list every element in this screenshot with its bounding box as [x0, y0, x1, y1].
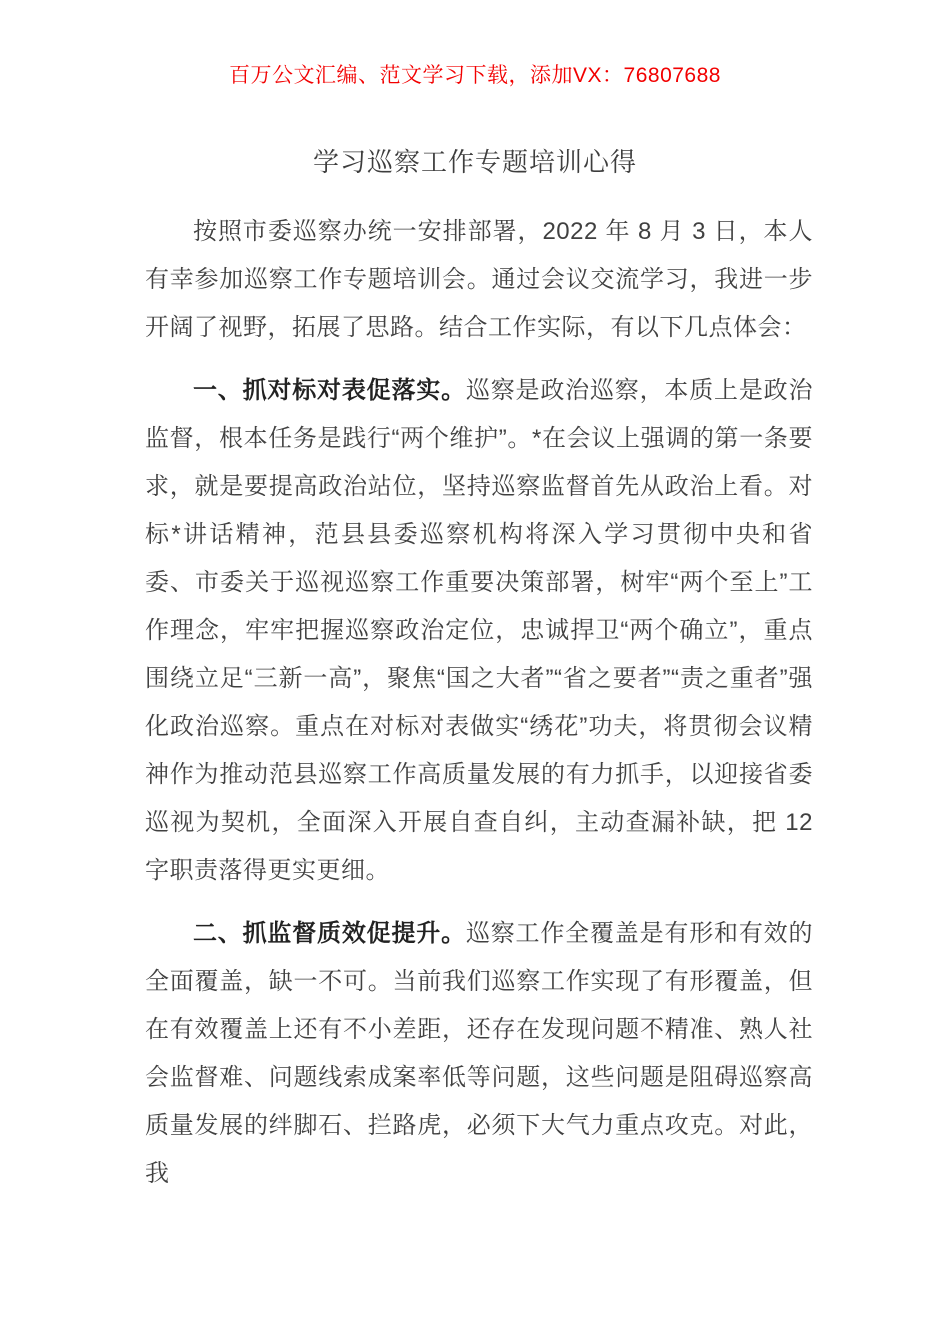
paragraph-text: 按照市委巡察办统一安排部署，2022 年 8 月 3 日，本人有幸参加巡察工作专题培训会。通过会议交流学习，我进一步开阔了视野，拓展了思路。结合工作实际，有以下几点体会： — [145, 218, 813, 341]
paragraph-text: 巡察是政治巡察，本质上是政治监督，根本任务是践行“两个维护”。*在会议上强调的第一条要求，就是要提高政治站位，坚持巡察监督首先从政治上看。对标*讲话精神，范县县委巡察机构将深入学习贯彻中央和省委、市委关于巡视巡察工作重要决策部署，树牢“两个至上”工作理念，牢牢把握巡察政治定位，忠诚捍卫“两个确立”，重点围绕立足“三新一高”，聚焦“国之大者”“省之要者”“责之重者”强化政治巡察。重点在对标对表做实“绣花”功夫，将贯彻会议精神作为推动范县巡察工作高质量发展的有力抓手，以迎接省委巡视为契机，全面深入开展自查自纠，主动查漏补缺，把 12 字职责落得更实更细。 — [145, 377, 813, 884]
document-title: 学习巡察工作专题培训心得 — [312, 147, 637, 177]
paragraph-intro — [145, 208, 813, 352]
paragraph-lead: 一、抓对标对表促落实。 — [193, 377, 466, 404]
paragraph-section-1 — [145, 367, 813, 895]
paragraph-section-2 — [145, 910, 813, 1198]
paragraph-lead: 二、抓监督质效促提升。 — [193, 920, 466, 947]
paragraph-text: 巡察工作全覆盖是有形和有效的全面覆盖，缺一不可。当前我们巡察工作实现了有形覆盖，但在有效覆盖上还有不小差距，还存在发现问题不精准、熟人社会监督难、问题线索成案率低等问题，这些问题是阻碍巡察高质量发展的绊脚石、拦路虎，必须下大气力重点攻克。对此，我 — [145, 920, 813, 1187]
ad-notice-banner: 百万公文汇编、范文学习下载，添加VX：76807688 — [229, 64, 721, 87]
document-body — [145, 208, 813, 1198]
